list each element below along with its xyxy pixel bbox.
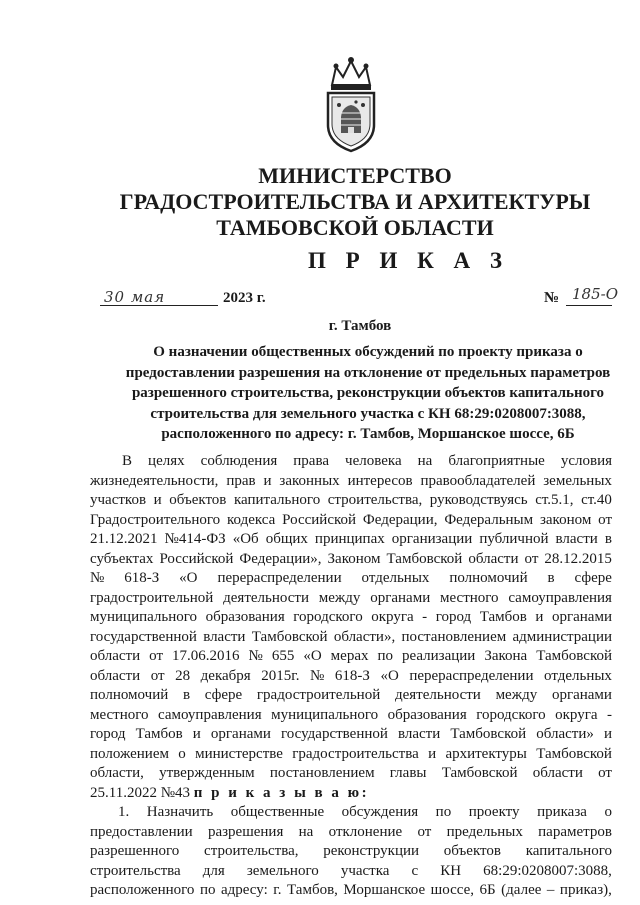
body-line: В целях соблюдения права человека на благоприятные условия <box>122 453 612 469</box>
body-line: области от 28 декабря 2015г. № 618-З «О перераспределении отдельных <box>90 667 612 684</box>
title-line: строительства для земельного участка с КН 68:29:0208007:3088, <box>150 405 586 422</box>
order-body <box>90 452 612 901</box>
body-line: жизнедеятельности, прав и законных интересов правообладателей земельных <box>90 472 612 489</box>
tambov-coat-of-arms-icon <box>322 55 380 155</box>
ministry-line-3: ТАМБОВСКОЙ ОБЛАСТИ <box>216 215 494 240</box>
ministry-line-2: ГРАДОСТРОИТЕЛЬСТВА И АРХИТЕКТУРЫ <box>119 189 591 214</box>
title-line: предоставлении разрешения на отклонение от предельных параметров <box>125 364 611 381</box>
item-1-line: строительства для земельного участка с КН 68:29:0208007:3088, <box>90 862 612 879</box>
item-1-line: разрешенного строительства, реконструкции объектов капитального <box>90 843 612 859</box>
date-underline <box>100 305 218 306</box>
body-line: градостроительной деятельности между органами местного самоуправления <box>90 589 612 606</box>
city-name: г. Тамбов <box>328 318 392 334</box>
body-line: государственной власти Тамбовской области», постановлением администрации <box>90 628 612 645</box>
handwritten-number: 185-О <box>572 285 618 303</box>
number-label: № <box>544 290 560 306</box>
body-line: город Тамбов и органами государственной власти Тамбовской области» и <box>90 726 612 742</box>
ministry-line-1: МИНИСТЕРСТВО <box>258 163 452 188</box>
body-line: области, утвержденным постановлением главы Тамбовской области от <box>90 765 612 781</box>
document-type-heading: П Р И К А З <box>308 248 510 273</box>
item-1-line: 1. Назначить общественные обсуждения по проекту приказа о <box>118 804 612 820</box>
body-line: муниципального образования городского округа - город Тамбов и органами <box>90 609 612 625</box>
handwritten-date: 30 мая <box>104 288 166 306</box>
body-line: 21.12.2021 №414-ФЗ «Об общих принципах организации публичной власти в <box>90 531 612 547</box>
body-line-final <box>90 784 612 804</box>
ministry-name <box>0 163 640 241</box>
body-line: положением о министерстве градостроительства и архитектуры Тамбовской <box>90 745 612 762</box>
item-1-line: расположенного по адресу: г. Тамбов, Моршанское шоссе, 6Б (далее – приказ), <box>90 882 612 898</box>
date-year: 2023 г. <box>223 290 266 306</box>
date-number-row <box>98 285 618 312</box>
title-line: расположенного по адресу: г. Тамбов, Моршанское шоссе, 6Б <box>161 426 575 442</box>
title-line: О назначении общественных обсуждений по проекту приказа о <box>153 344 583 360</box>
order-title <box>108 342 628 445</box>
body-line: местного самоуправления муниципального образования городского округа - <box>90 706 612 723</box>
number-underline <box>566 305 612 306</box>
body-final-prefix: 25.11.2022 №43 <box>90 784 191 801</box>
title-line: разрешенного строительства, реконструкции объектов капитального <box>131 385 605 401</box>
body-line: области от 17.06.2016 № 655 «О мерах по реализации Закона Тамбовской <box>90 648 612 664</box>
body-line: участков и объектов капитального строительства, руководствуясь ст.5.1, ст.40 <box>90 492 612 508</box>
item-1-line: предоставлении разрешения на отклонение от предельных параметров <box>90 823 612 840</box>
body-line: Градостроительного кодекса Российской Федерации, Федеральным законом от <box>90 511 612 528</box>
body-line: субъектах Российской Федерации», Законом Тамбовской области от 28.12.2015 <box>90 550 612 567</box>
order-directive: п р и к а з ы в а ю: <box>193 784 370 801</box>
body-line: полномочий в сфере градостроительной деятельности между органами <box>90 687 612 703</box>
body-line: № 618-З «О перераспределении отдельных полномочий в сфере <box>90 570 612 586</box>
